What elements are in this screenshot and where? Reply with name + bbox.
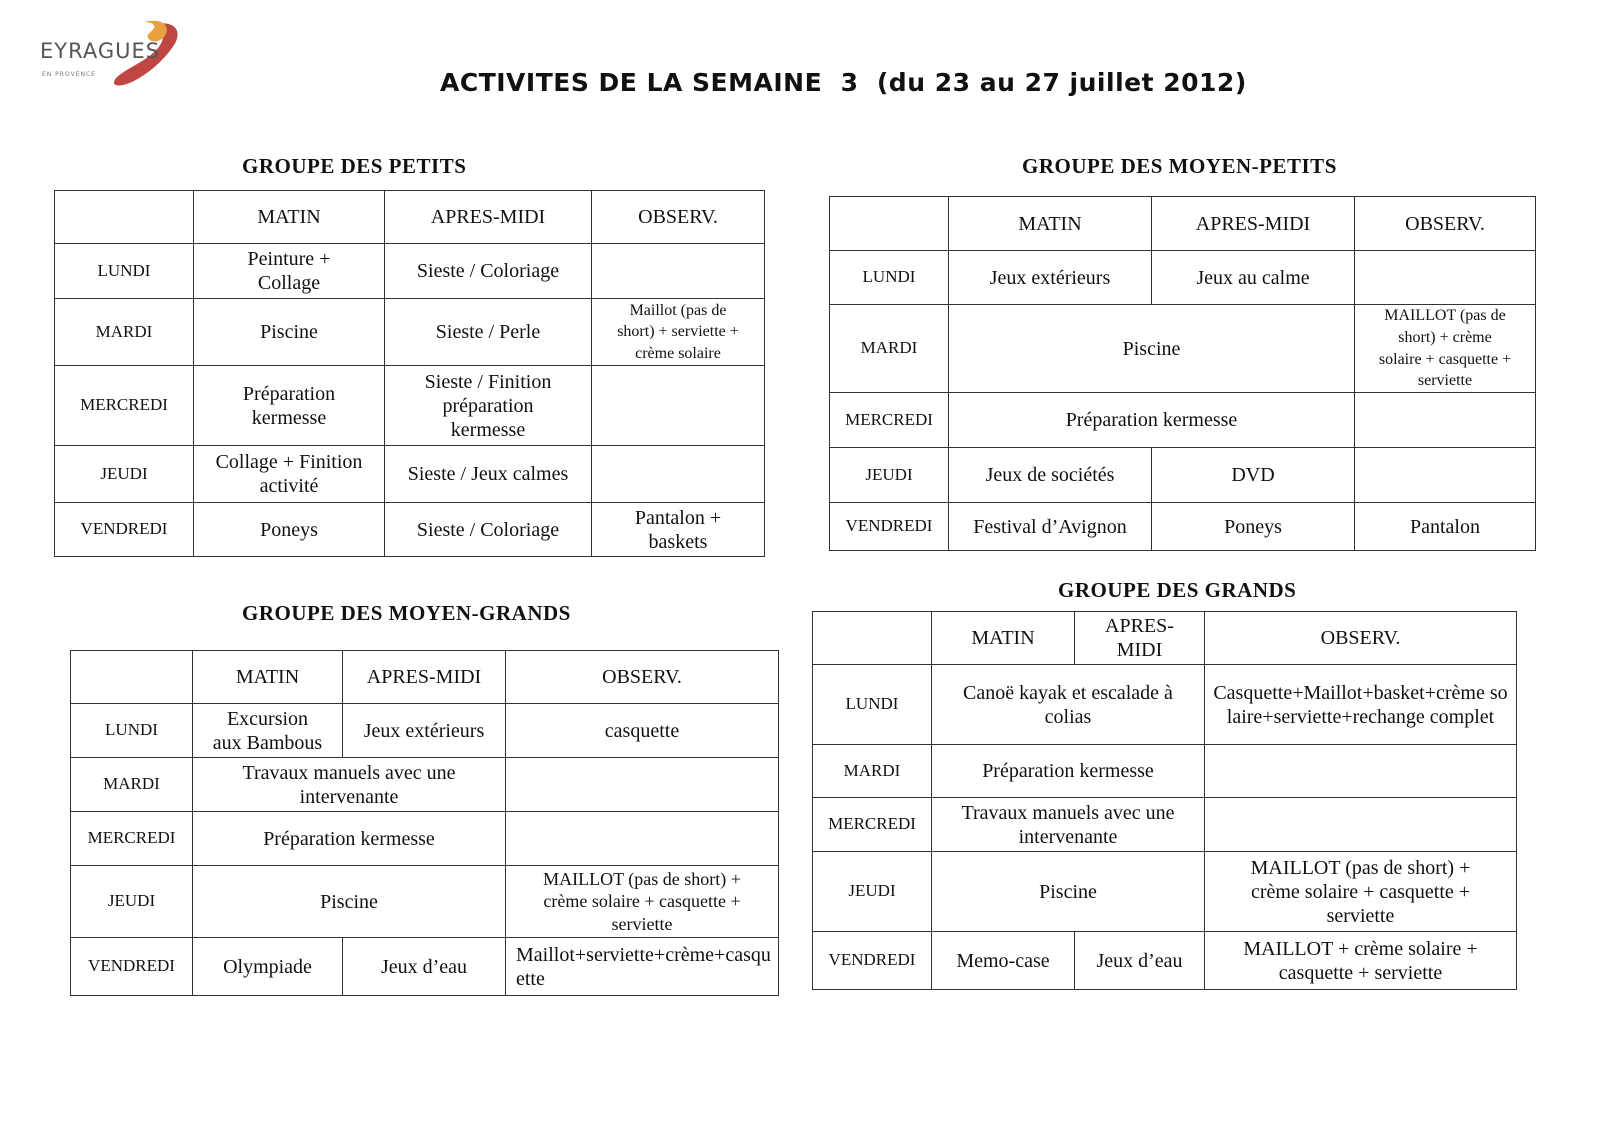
cell-observ: Pantalon (1355, 503, 1536, 551)
day-vendredi: VENDREDI (71, 938, 193, 996)
header-apres-midi: APRES-MIDI (385, 191, 592, 244)
cell-apres-midi: Jeux d’eau (343, 938, 506, 996)
cell-apres-midi: Jeux extérieurs (343, 704, 506, 758)
cell-apres-midi: DVD (1152, 448, 1355, 503)
eyragues-logo (36, 18, 186, 98)
header-matin: MATIN (194, 191, 385, 244)
cell-journee: Piscine (949, 305, 1355, 393)
eyragues-logo-graphic (36, 18, 186, 98)
day-lundi: LUNDI (813, 665, 932, 745)
cell-observ (1205, 798, 1517, 852)
corner-cell (55, 191, 194, 244)
row-vendredi (55, 503, 765, 557)
header-row (830, 197, 1536, 251)
corner-cell (813, 612, 932, 665)
cell-matin: Poneys (194, 503, 385, 557)
cell-observ (592, 446, 765, 503)
header-observ: OBSERV. (506, 651, 779, 704)
cell-journee: Préparation kermesse (932, 745, 1205, 798)
row-jeudi (71, 866, 779, 938)
cell-observ: Maillot+serviette+crème+casquette (506, 938, 779, 996)
cell-journee: Préparation kermesse (949, 393, 1355, 448)
cell-matin: Olympiade (193, 938, 343, 996)
corner-cell (830, 197, 949, 251)
cell-apres-midi: Poneys (1152, 503, 1355, 551)
cell-apres-midi: Jeux d’eau (1075, 932, 1205, 990)
cell-observ (592, 366, 765, 446)
page-title: ACTIVITES DE LA SEMAINE 3 (du 23 au 27 juillet 2012) (440, 68, 1247, 97)
row-mardi (71, 758, 779, 812)
cell-apres-midi: Sieste / Perle (385, 299, 592, 366)
cell-matin: Jeux de sociétés (949, 448, 1152, 503)
cell-observ: MAILLOT (pas de short) + crème solaire + casquette + serviette (506, 866, 779, 938)
day-jeudi: JEUDI (71, 866, 193, 938)
schedule-table-moyen-grands (70, 650, 779, 996)
group-title-petits: GROUPE DES PETITS (242, 154, 467, 178)
row-vendredi (813, 932, 1517, 990)
row-lundi (71, 704, 779, 758)
day-mercredi: MERCREDI (830, 393, 949, 448)
cell-observ: MAILLOT (pas de short) + crème solaire + casquette + serviette (1355, 305, 1536, 393)
day-lundi: LUNDI (71, 704, 193, 758)
cell-matin: Collage + Finition activité (194, 446, 385, 503)
cell-observ (592, 244, 765, 299)
row-jeudi (813, 852, 1517, 932)
day-vendredi: VENDREDI (55, 503, 194, 557)
row-mardi (55, 299, 765, 366)
cell-apres-midi: Jeux au calme (1152, 251, 1355, 305)
day-jeudi: JEUDI (55, 446, 194, 503)
cell-journee: Canoë kayak et escalade à colias (932, 665, 1205, 745)
day-vendredi: VENDREDI (830, 503, 949, 551)
cell-observ: Maillot (pas de short) + serviette + crème solaire (592, 299, 765, 366)
cell-apres-midi: Sieste / Jeux calmes (385, 446, 592, 503)
row-vendredi (71, 938, 779, 996)
header-row (71, 651, 779, 704)
day-mardi: MARDI (813, 745, 932, 798)
schedule-table-moyen-petits (829, 196, 1536, 551)
row-mercredi (830, 393, 1536, 448)
day-vendredi: VENDREDI (813, 932, 932, 990)
row-jeudi (55, 446, 765, 503)
header-matin: MATIN (932, 612, 1075, 665)
day-mardi: MARDI (830, 305, 949, 393)
row-mercredi (71, 812, 779, 866)
cell-matin: Jeux extérieurs (949, 251, 1152, 305)
header-apres-midi: APRES-MIDI (343, 651, 506, 704)
day-mercredi: MERCREDI (55, 366, 194, 446)
row-mercredi (55, 366, 765, 446)
day-mercredi: MERCREDI (813, 798, 932, 852)
row-mardi (813, 745, 1517, 798)
cell-observ (506, 812, 779, 866)
cell-matin: Préparation kermesse (194, 366, 385, 446)
header-observ: OBSERV. (592, 191, 765, 244)
row-jeudi (830, 448, 1536, 503)
cell-observ (1355, 393, 1536, 448)
day-jeudi: JEUDI (830, 448, 949, 503)
cell-matin: Peinture + Collage (194, 244, 385, 299)
header-observ: OBSERV. (1355, 197, 1536, 251)
schedule-table-petits (54, 190, 765, 557)
row-mardi (830, 305, 1536, 393)
cell-observ: MAILLOT (pas de short) + crème solaire + casquette + serviette (1205, 852, 1517, 932)
header-matin: MATIN (949, 197, 1152, 251)
cell-observ (1355, 251, 1536, 305)
row-vendredi (830, 503, 1536, 551)
day-mercredi: MERCREDI (71, 812, 193, 866)
cell-observ (1205, 745, 1517, 798)
svg-text:EN PROVENCE: EN PROVENCE (42, 71, 96, 78)
row-mercredi (813, 798, 1517, 852)
cell-matin: Excursion aux Bambous (193, 704, 343, 758)
cell-matin: Festival d’Avignon (949, 503, 1152, 551)
group-title-grands: GROUPE DES GRANDS (1058, 578, 1297, 602)
cell-matin: Piscine (194, 299, 385, 366)
cell-apres-midi: Sieste / Coloriage (385, 244, 592, 299)
cell-observ: Casquette+Maillot+basket+crème solaire+serviette+rechange complet (1205, 665, 1517, 745)
cell-journee: Piscine (193, 866, 506, 938)
corner-cell (71, 651, 193, 704)
cell-journee: Travaux manuels avec une intervenante (932, 798, 1205, 852)
cell-journee: Piscine (932, 852, 1205, 932)
schedule-table-grands (812, 611, 1517, 990)
day-mardi: MARDI (55, 299, 194, 366)
group-title-moyen-petits: GROUPE DES MOYEN-PETITS (1022, 154, 1337, 178)
header-row (813, 612, 1517, 665)
svg-text:EYRAGUES: EYRAGUES (40, 39, 161, 63)
cell-observ (506, 758, 779, 812)
day-mardi: MARDI (71, 758, 193, 812)
header-matin: MATIN (193, 651, 343, 704)
day-lundi: LUNDI (830, 251, 949, 305)
header-row (55, 191, 765, 244)
cell-apres-midi: Sieste / Coloriage (385, 503, 592, 557)
header-observ: OBSERV. (1205, 612, 1517, 665)
cell-journee: Préparation kermesse (193, 812, 506, 866)
header-apres-midi: APRES-MIDI (1152, 197, 1355, 251)
cell-matin: Memo-case (932, 932, 1075, 990)
day-jeudi: JEUDI (813, 852, 932, 932)
row-lundi (55, 244, 765, 299)
row-lundi (830, 251, 1536, 305)
header-apres-midi: APRES- MIDI (1075, 612, 1205, 665)
cell-apres-midi: Sieste / Finition préparation kermesse (385, 366, 592, 446)
cell-observ: MAILLOT + crème solaire + casquette + serviette (1205, 932, 1517, 990)
cell-journee: Travaux manuels avec une intervenante (193, 758, 506, 812)
cell-observ (1355, 448, 1536, 503)
cell-observ: Pantalon + baskets (592, 503, 765, 557)
group-title-moyen-grands: GROUPE DES MOYEN-GRANDS (242, 601, 571, 625)
row-lundi (813, 665, 1517, 745)
cell-observ: casquette (506, 704, 779, 758)
day-lundi: LUNDI (55, 244, 194, 299)
